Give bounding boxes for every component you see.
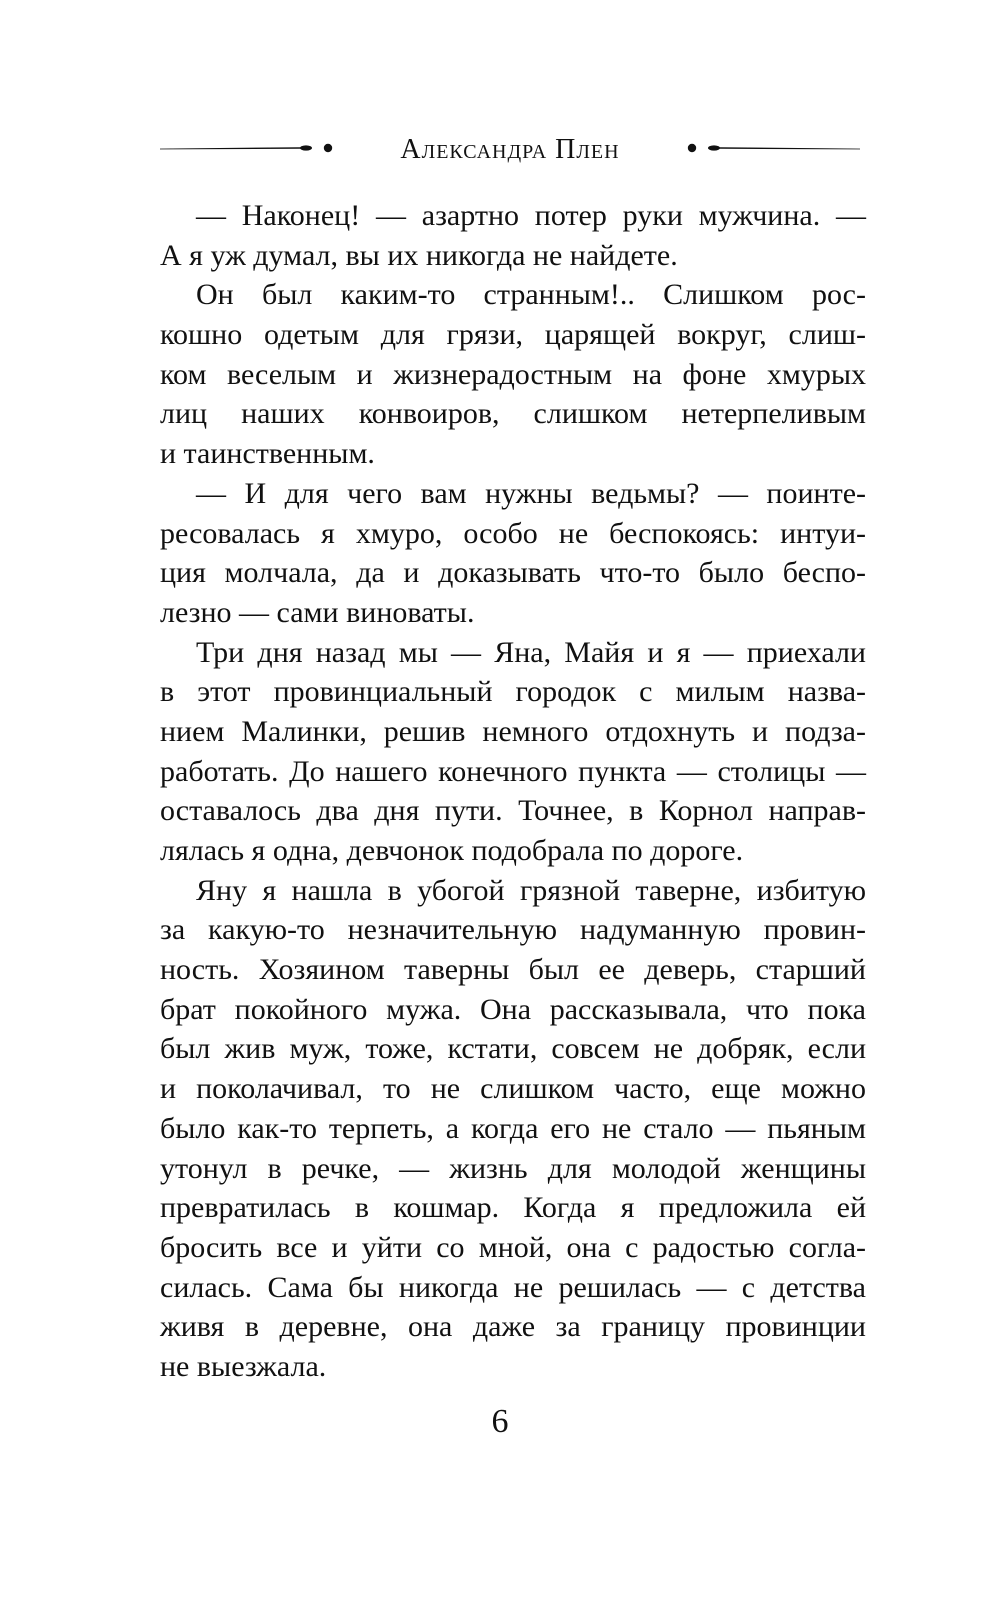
text-line: не выезжала. — [160, 1349, 327, 1383]
text-line: — Наконец! — азартно потер руки мужчина. — — [196, 199, 866, 232]
text-line: в этот провинциальный городок с милым назва- — [160, 675, 866, 709]
text-line: ция молчала, да и доказывать что-то было беспо- — [160, 556, 866, 590]
paragraph — [160, 871, 866, 1387]
text-line: силась. Сама бы никогда не решилась — с детства — [160, 1270, 866, 1304]
paragraph — [160, 633, 866, 871]
text-line: ком веселым и жизнерадостным на фоне хмурых — [160, 357, 866, 391]
running-header — [160, 132, 860, 172]
text-line: живя в деревне, она даже за границу провинции — [160, 1310, 866, 1344]
text-line: превратилась в кошмар. Когда я предложила ей — [160, 1191, 866, 1225]
header-ornament-right — [680, 132, 860, 172]
page-number: 6 — [491, 1403, 509, 1440]
text-line: лезно — сами виноваты. — [160, 595, 475, 629]
text-line: Он был каким-то странным!.. Слишком рос- — [196, 278, 866, 312]
text-line: бросить все и уйти со мной, она с радостью согла- — [160, 1230, 866, 1264]
text-line: — И для чего вам нужны ведьмы? — поинте- — [196, 476, 866, 510]
text-line: утонул в речке, — жизнь для молодой женщины — [160, 1151, 866, 1185]
paragraph — [160, 474, 866, 633]
text-line: Три дня назад мы — Яна, Майя и я — приехали — [196, 635, 866, 669]
text-line: лялась я одна, девчонок подобрала по дороге. — [160, 834, 744, 867]
text-line: ность. Хозяином таверны был ее деверь, старший — [160, 953, 866, 987]
paragraph — [160, 275, 866, 473]
text-line: оставалось два дня пути. Точнее, в Корнол направ- — [160, 794, 866, 828]
body-text — [160, 196, 866, 1387]
text-line: было как-то терпеть, а когда его не стало — пьяным — [160, 1111, 866, 1145]
text-line: Яну я нашла в убогой грязной таверне, избитую — [196, 873, 866, 907]
text-line: нием Малинки, решив немного отдохнуть и подза- — [160, 714, 866, 748]
author-name: Александра Плен — [400, 134, 620, 165]
text-line: ресовалась я хмуро, особо не беспокоясь: интуи- — [160, 516, 866, 550]
text-line: А я уж думал, вы их никогда не найдете. — [160, 238, 678, 272]
text-line: работать. До нашего конечного пункта — столицы — — [160, 754, 866, 788]
text-line: был жив муж, тоже, кстати, совсем не добряк, если — [160, 1032, 866, 1066]
text-line: за какую-то незначительную надуманную провин- — [160, 913, 866, 947]
text-line: кошно одетым для грязи, царящей вокруг, слиш- — [160, 318, 866, 352]
paragraph — [160, 196, 866, 275]
text-line: лиц наших конвоиров, слишком нетерпеливым — [160, 397, 866, 431]
text-line: и таинственным. — [160, 437, 375, 471]
text-line: брат покойного мужа. Она рассказывала, что пока — [160, 992, 866, 1026]
text-line: и поколачивал, то не слишком часто, еще можно — [160, 1072, 866, 1106]
